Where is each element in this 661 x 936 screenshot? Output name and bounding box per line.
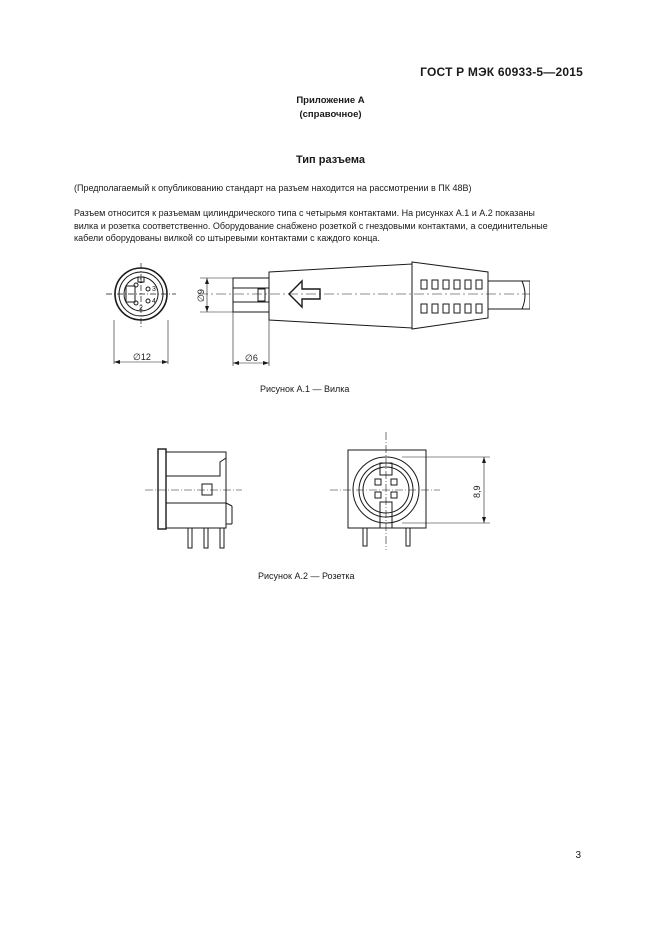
pin-label-4: 4 — [152, 298, 156, 305]
pin-label-2: 2 — [139, 305, 143, 312]
pin-label-3: 3 — [152, 286, 156, 293]
note-text: (Предполагаемый к опубликованию стандарт на разъем находится на рассмотрении в ПК 48В) — [74, 183, 472, 193]
body-line: вилка и розетка соответственно. Оборудование снабжено розеткой с гнездовыми контактами, а соединительные — [74, 220, 548, 231]
figure-socket-drawing — [140, 432, 500, 552]
socket-front-view — [330, 432, 490, 550]
body-paragraph — [74, 207, 584, 245]
document-header: ГОСТ Р МЭК 60933-5—2015 — [420, 65, 583, 79]
section-title: Тип разъема — [295, 154, 366, 166]
figure1-caption: Рисунок А.1 — Вилка — [260, 384, 350, 394]
dim-socket-height: 8,9 — [472, 485, 482, 498]
body-line: Разъем относится к разъемам цилиндрического типа с четырьмя контактами. На рисунках А.1 и А.2 показаны — [74, 208, 535, 218]
dim-face-diameter: ∅12 — [133, 352, 151, 362]
figure-plug-drawing — [90, 258, 530, 373]
socket-side-view — [145, 449, 242, 548]
dim-pin-diameter: ∅6 — [245, 353, 258, 363]
figure2-caption: Рисунок А.2 — Розетка — [258, 571, 355, 581]
annex-title: Приложение А — [296, 95, 365, 106]
body-line: кабели оборудованы вилкой со штыревыми контактами с каждого конца. — [74, 233, 380, 243]
page-number: 3 — [575, 850, 581, 861]
annex-kind: (справочное) — [299, 109, 362, 120]
plug-side-view — [198, 262, 530, 366]
annex-heading — [0, 94, 661, 122]
dim-body-diameter: ∅9 — [196, 289, 206, 302]
pin-label-1: 1 — [139, 278, 143, 285]
